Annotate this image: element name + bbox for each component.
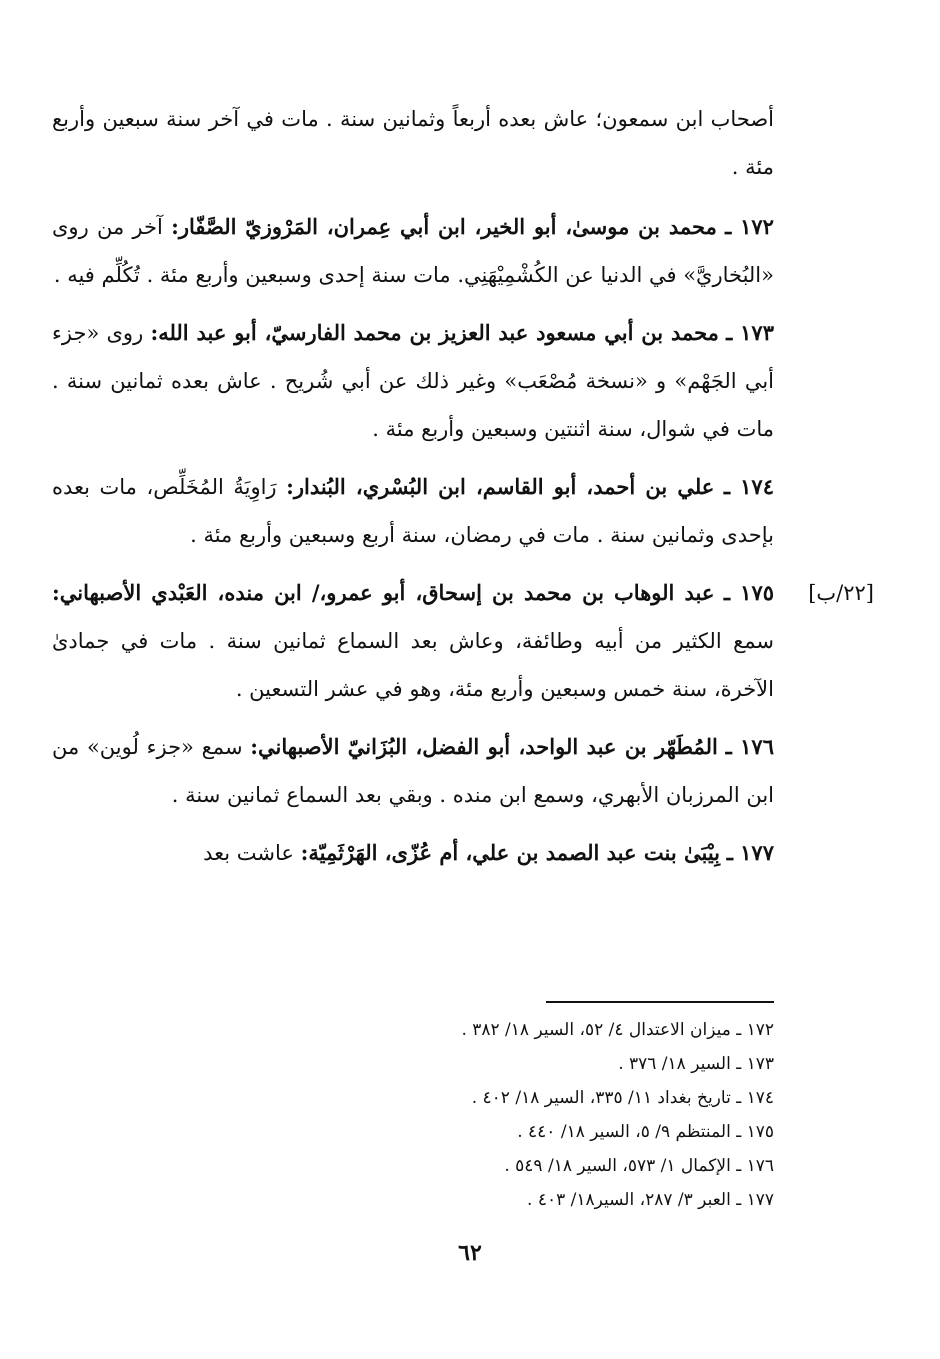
entry-number: ١٧٢ ـ [725, 214, 774, 239]
entry-heading: محمد بن موسىٰ، أبو الخير، ابن أبي عِمران، المَرْوزيّ الصَّفّار: [171, 214, 717, 239]
entry-176 [52, 723, 774, 819]
entry-body: رَاوِيَةُ المُخَلِّص، مات بعده بإحدى وثمانين سنة . مات في رمضان، سنة أربع وسبعين وأربع مئة . [52, 475, 774, 547]
entry-number: ١٧٦ ـ [725, 734, 774, 759]
manuscript-folio-note: [٢٢/ب] [808, 581, 874, 605]
entry-172 [52, 203, 774, 299]
entry-heading: عبد الوهاب بن محمد بن إسحاق، أبو عمرو،/ ابن منده، العَبْدي الأصبهاني: [52, 580, 715, 605]
paragraph-continuation [52, 95, 774, 191]
entry-heading: علي بن أحمد، أبو القاسم، ابن البُسْري، البُندار: [286, 474, 715, 499]
entry-number: ١٧٥ ـ [723, 580, 775, 605]
entry-number: ١٧٤ ـ [723, 474, 774, 499]
entry-174 [52, 463, 774, 559]
paragraph-body: أصحاب ابن سمعون؛ عاش بعده أربعاً وثمانين سنة . مات في آخر سنة سبعين وأربع مئة . [52, 107, 774, 179]
entry-body: آخر من روى «البُخاريَّ» في الدنيا عن الكُشْمِيْهَنِي. مات سنة إحدى وسبعين وأربع مئة . تُكُلِّم فيه . [52, 215, 774, 287]
entry-body: عاشت بعد [203, 841, 294, 865]
footnote-175: ١٧٥ ـ المنتظم ٩/ ٥، السير ١٨/ ٤٤٠ . [517, 1122, 774, 1142]
footnote-172: ١٧٢ ـ ميزان الاعتدال ٤/ ٥٢، السير ١٨/ ٣٨٢ . [461, 1020, 774, 1040]
footnote-separator [546, 1001, 774, 1003]
entry-heading: بِيْبَىٰ بنت عبد الصمد بن علي، أم عُزّى، الهَرْثَمِيّة: [300, 840, 720, 865]
entry-body: سمع الكثير من أبيه وطائفة، وعاش بعد السماع ثمانين سنة . مات في جمادىٰ الآخرة، سنة خمس وسبعين وأربع مئة، وهو في عشر التسعين . [52, 629, 774, 701]
footnotes [214, 1013, 774, 1217]
entry-body: سمع «جزء لُوين» من ابن المرزبان الأبهري، وسمع ابن منده . وبقي بعد السماع ثمانين سنة . [52, 735, 774, 807]
entry-173 [52, 309, 774, 453]
entry-heading: المُطَهّر بن عبد الواحد، أبو الفضل، البُزَانيّ الأصبهاني: [250, 734, 718, 759]
entry-number: ١٧٣ ـ [726, 320, 774, 345]
entry-175 [52, 569, 774, 713]
footnote-177: ١٧٧ ـ العبر ٣/ ٢٨٧، السير١٨/ ٤٠٣ . [527, 1190, 774, 1210]
footnote-174: ١٧٤ ـ تاريخ بغداد ١١/ ٣٣٥، السير ١٨/ ٤٠٢ . [471, 1088, 774, 1108]
footnote-173: ١٧٣ ـ السير ١٨/ ٣٧٦ . [618, 1054, 774, 1074]
entry-177 [52, 829, 774, 877]
entry-number: ١٧٧ ـ [726, 840, 774, 865]
entry-body: روى «جزء أبي الجَهْم» و «نسخة مُصْعَب» وغير ذلك عن أبي شُريح . عاش بعده ثمانين سنة . مات في شوال، سنة اثنتين وسبعين وأربع مئة . [52, 321, 774, 441]
page-number: ٦٢ [458, 1240, 482, 1266]
main-text [52, 95, 774, 887]
footnote-176: ١٧٦ ـ الإكمال ١/ ٥٧٣، السير ١٨/ ٥٤٩ . [504, 1156, 774, 1176]
entry-heading: محمد بن أبي مسعود عبد العزيز بن محمد الفارسيّ، أبو عبد الله: [150, 320, 719, 345]
